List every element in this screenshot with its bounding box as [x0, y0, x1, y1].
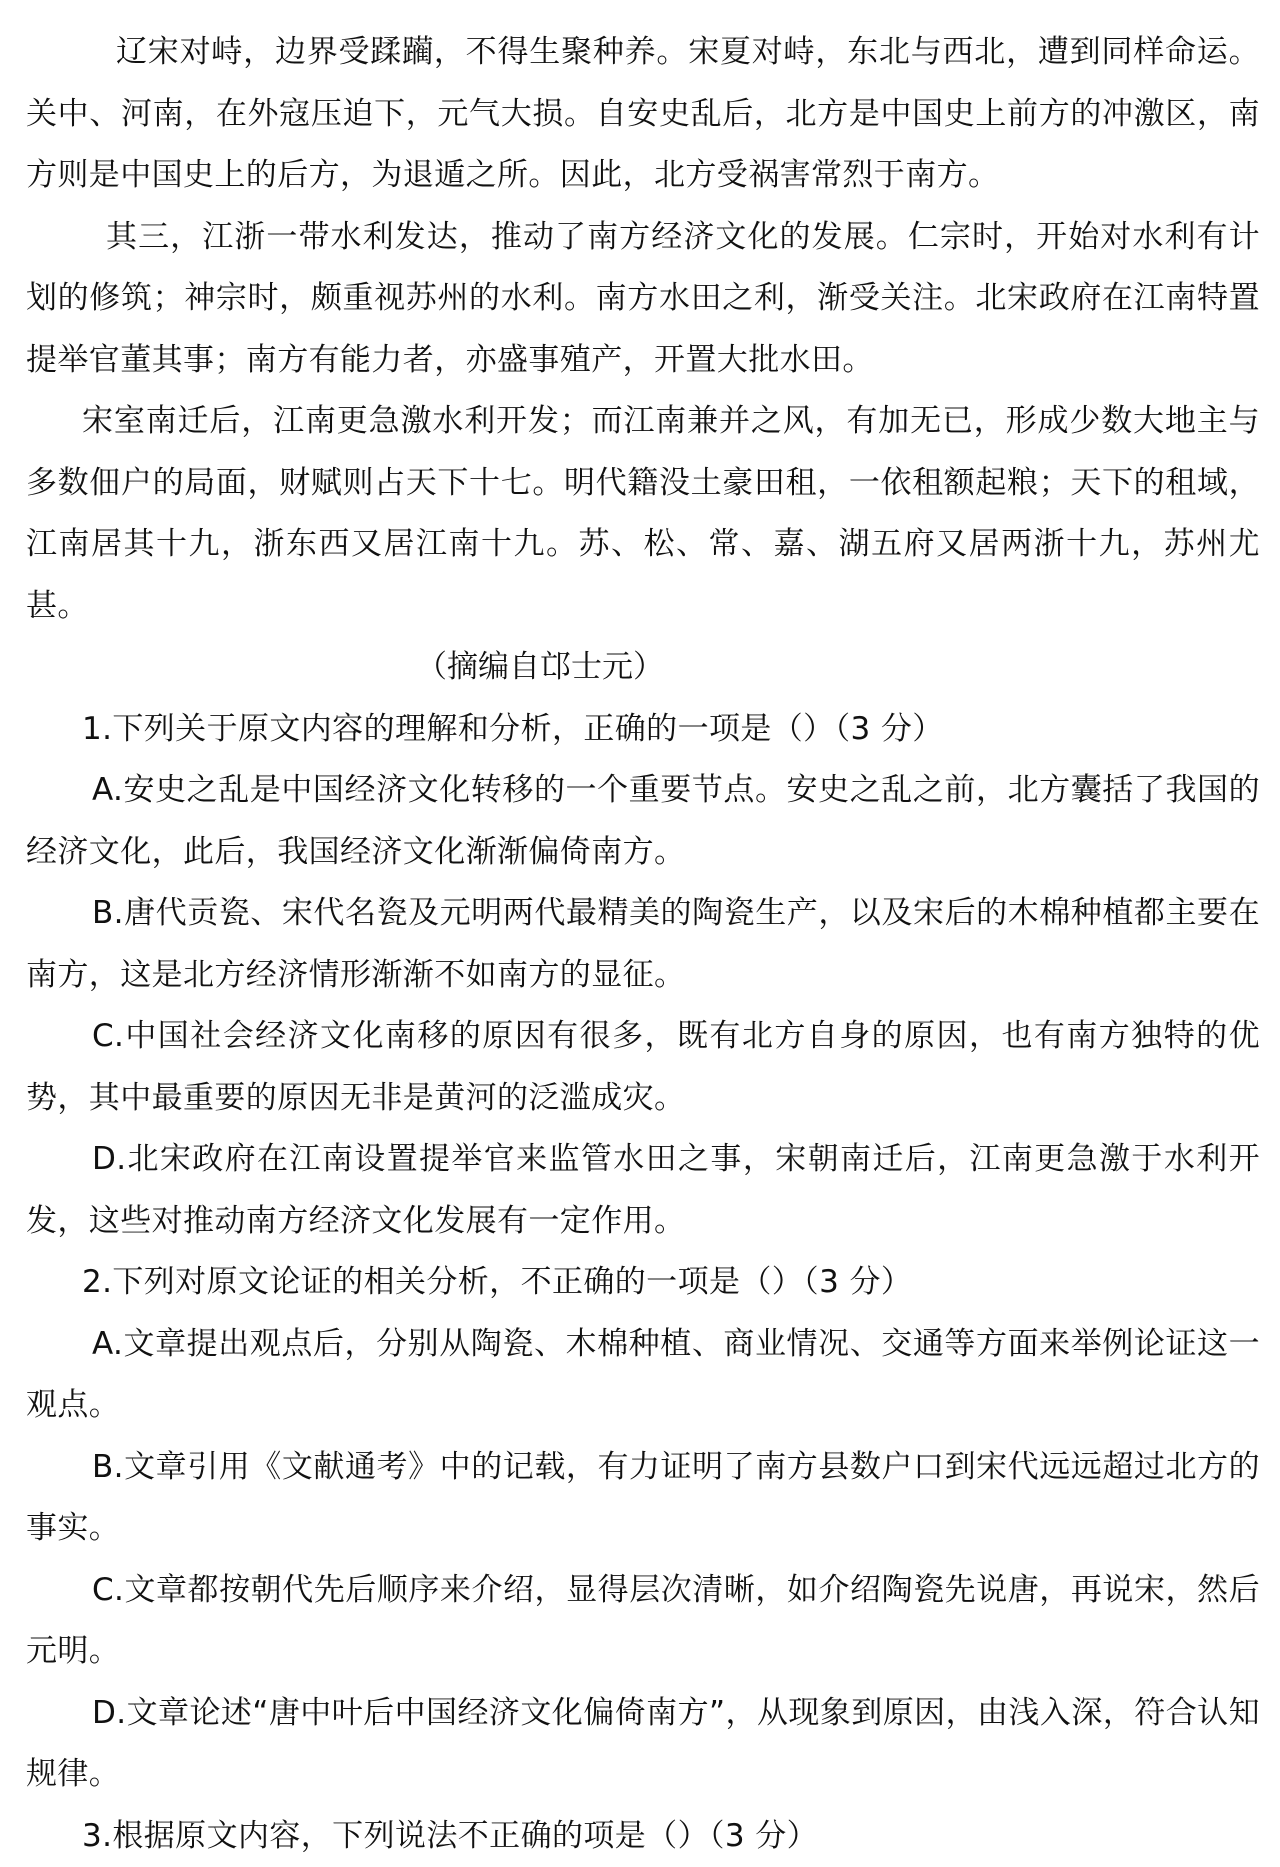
passage-source: （摘编自邙士元）: [26, 637, 1260, 699]
question-2-stem: 2.下列对原文论证的相关分析，不正确的一项是（）（3 分）: [26, 1252, 1260, 1314]
question-1-stem: 1.下列关于原文内容的理解和分析，正确的一项是（）（3 分）: [26, 699, 1260, 761]
question-3-stem: 3.根据原文内容，下列说法不正确的项是（）（3 分）: [26, 1806, 1260, 1867]
question-2-option-b: B.文章引用《文献通考》中的记载，有力证明了南方县数户口到宋代远远超过北方的事实。: [26, 1437, 1260, 1560]
question-1-option-c: C.中国社会经济文化南移的原因有很多，既有北方自身的原因，也有南方独特的优势，其中最重要的原因无非是黄河的泛滥成灾。: [26, 1006, 1260, 1129]
passage-paragraph-2: 其三，江浙一带水利发达，推动了南方经济文化的发展。仁宗时，开始对水利有计划的修筑；神宗时，颇重视苏州的水利。南方水田之利，渐受关注。北宋政府在江南特置提举官董其事；南方有能力者，亦盛事殖产，开置大批水田。: [26, 207, 1260, 392]
passage-paragraph-3: 宋室南迁后，江南更急激水利开发；而江南兼并之风，有加无已，形成少数大地主与多数佃户的局面，财赋则占天下十七。明代籍没土豪田租，一依租额起粮；天下的租域，江南居其十九，浙东西又居江南十九。苏、松、常、嘉、湖五府又居两浙十九，苏州尤甚。: [26, 391, 1260, 637]
question-1-option-d: D.北宋政府在江南设置提举官来监管水田之事，宋朝南迁后，江南更急激于水利开发，这些对推动南方经济文化发展有一定作用。: [26, 1129, 1260, 1252]
question-2-option-d: D.文章论述“唐中叶后中国经济文化偏倚南方”，从现象到原因，由浅入深，符合认知规律。: [26, 1683, 1260, 1806]
passage-paragraph-1: 辽宋对峙，边界受蹂躏，不得生聚种养。宋夏对峙，东北与西北，遭到同样命运。关中、河南，在外寇压迫下，元气大损。自安史乱后，北方是中国史上前方的冲激区，南方则是中国史上的后方，为退遁之所。因此，北方受祸害常烈于南方。: [26, 22, 1260, 207]
question-2-option-a: A.文章提出观点后，分别从陶瓷、木棉种植、商业情况、交通等方面来举例论证这一观点。: [26, 1314, 1260, 1437]
question-1-option-b: B.唐代贡瓷、宋代名瓷及元明两代最精美的陶瓷生产，以及宋后的木棉种植都主要在南方，这是北方经济情形渐渐不如南方的显征。: [26, 883, 1260, 1006]
question-1-option-a: A.安史之乱是中国经济文化转移的一个重要节点。安史之乱之前，北方囊括了我国的经济文化，此后，我国经济文化渐渐偏倚南方。: [26, 760, 1260, 883]
question-2-option-c: C.文章都按朝代先后顺序来介绍，显得层次清晰，如介绍陶瓷先说唐，再说宋，然后元明。: [26, 1560, 1260, 1683]
